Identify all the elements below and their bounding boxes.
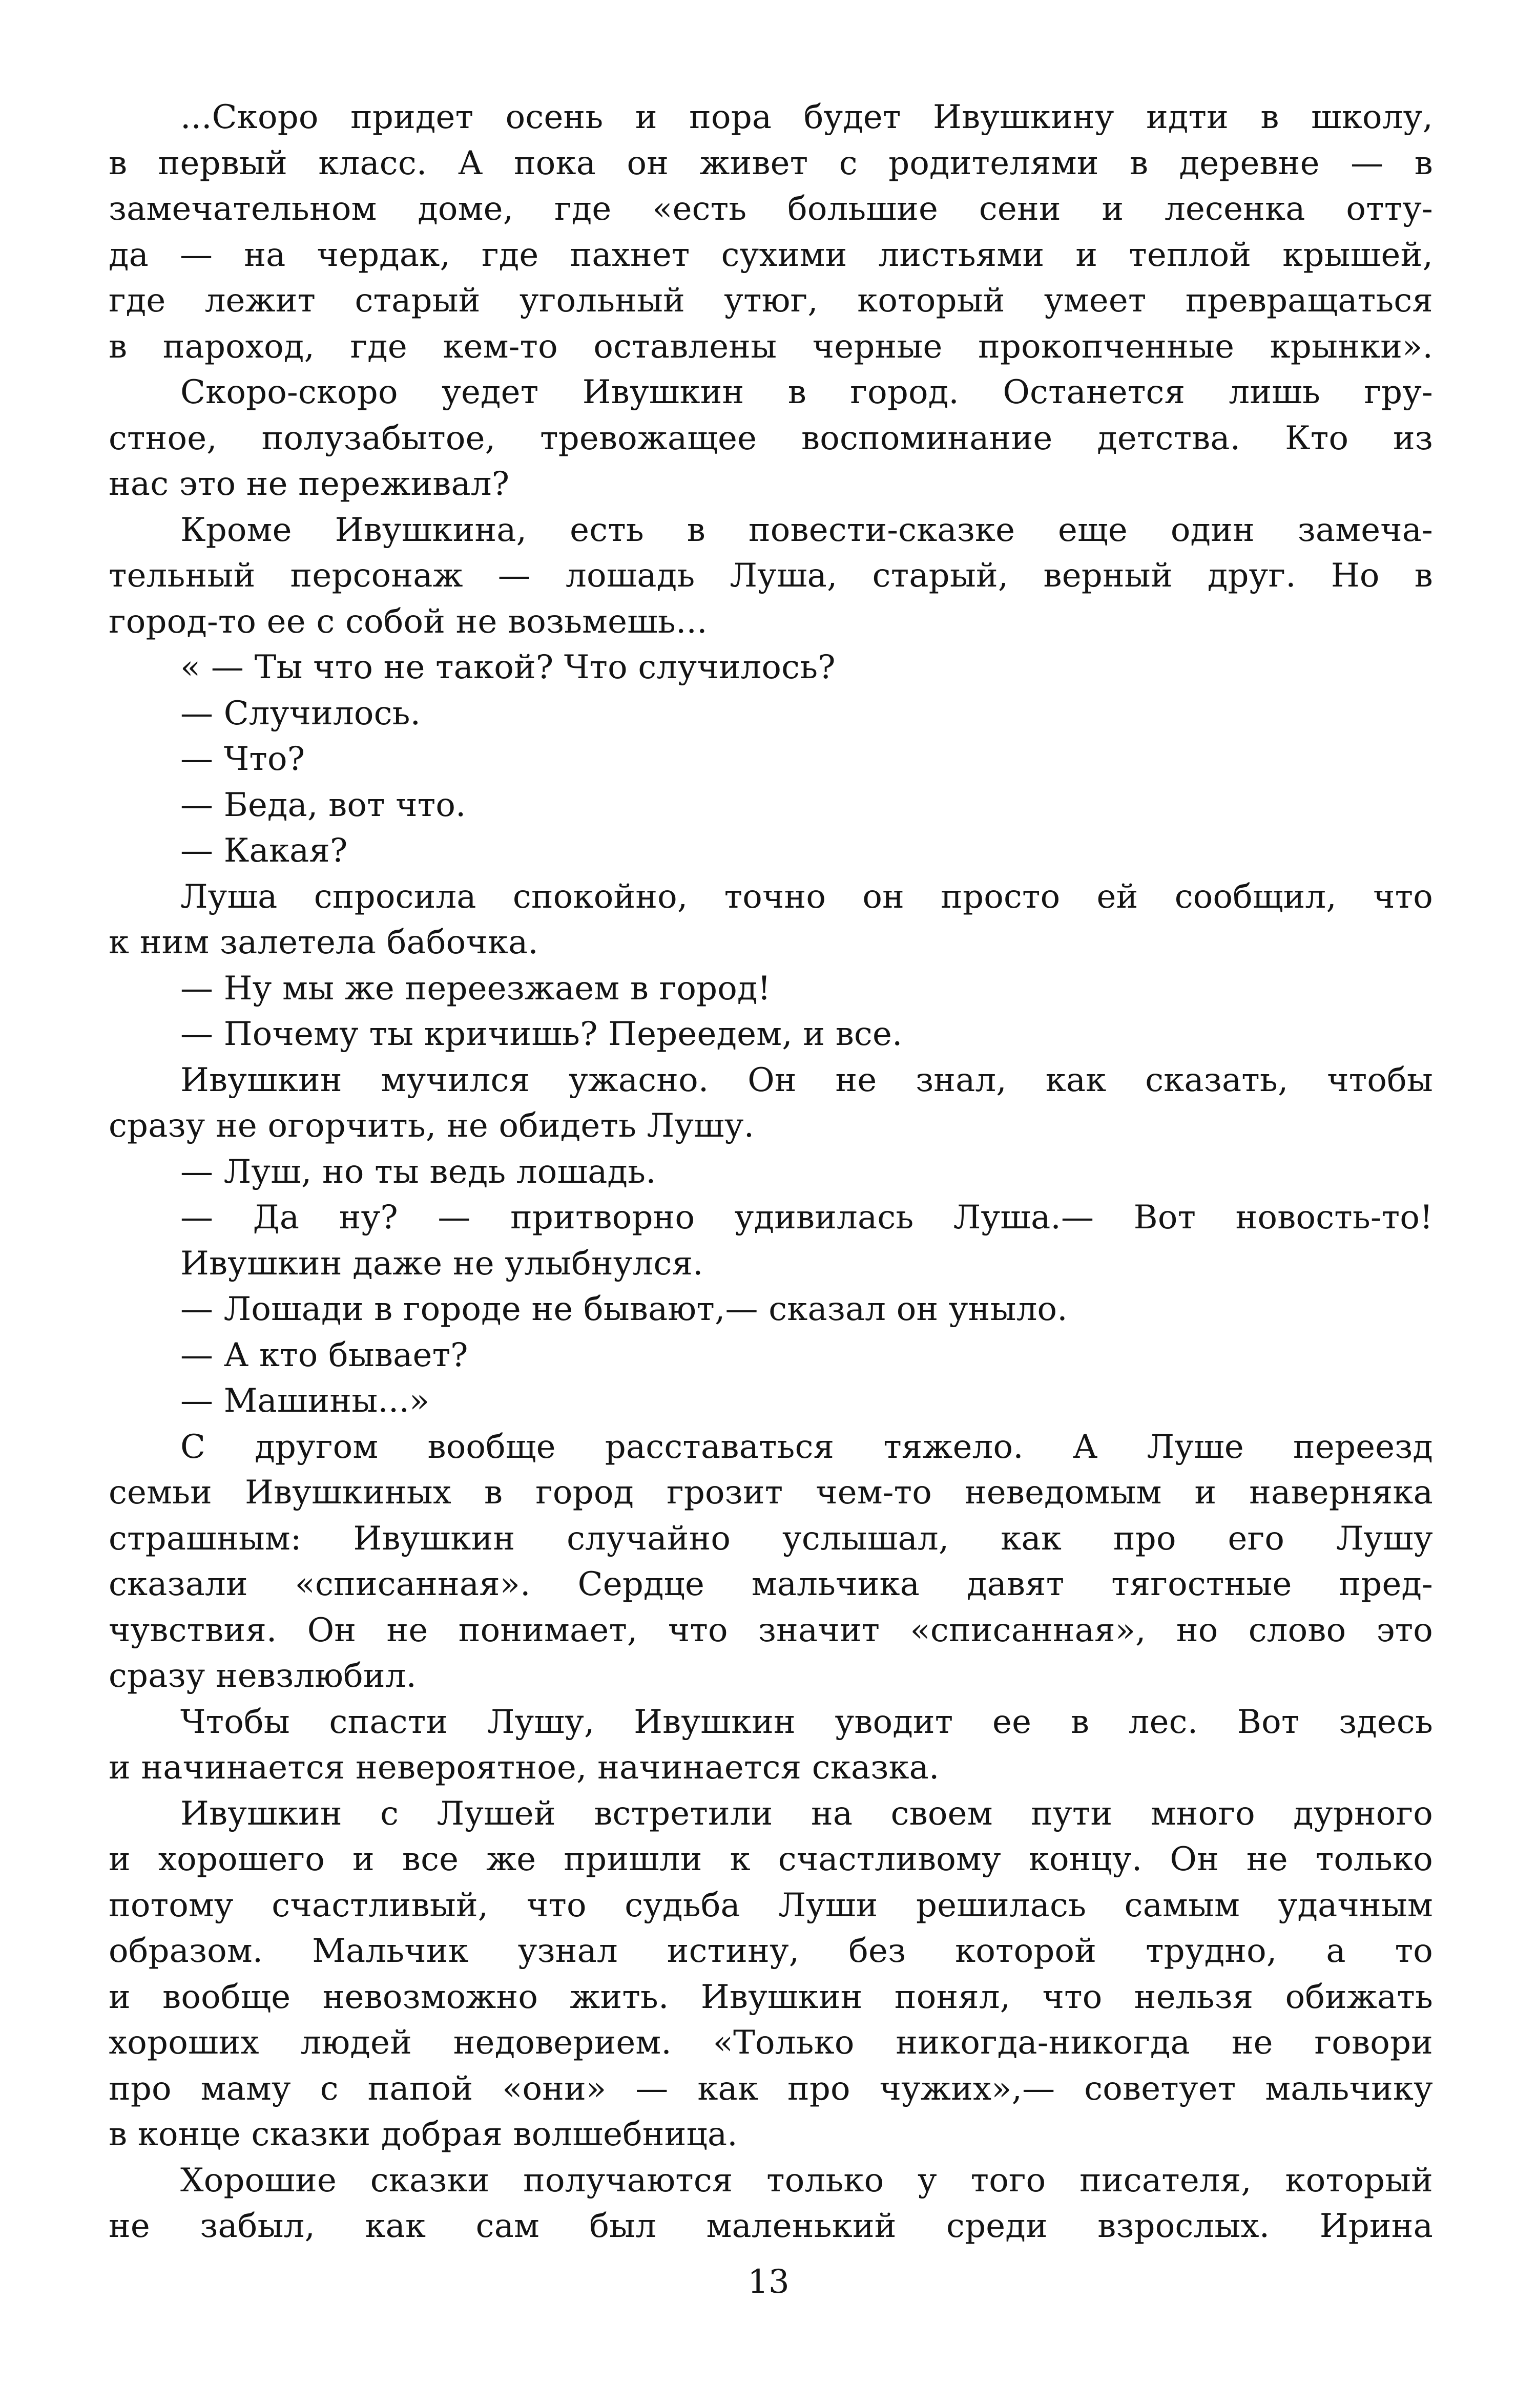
text-line: Чтобы спасти Лушу, Ивушкин уводит ее в лес. Вот здесь	[180, 1703, 1433, 1741]
text-line: замечательном доме, где «есть большие сени и лесенка отту-	[109, 190, 1433, 228]
text-line: « — Ты что не такой? Что случилось?	[180, 648, 836, 686]
text-line: нас это не переживал?	[109, 465, 510, 503]
text-line: сразу не огорчить, не обидеть Лушу.	[109, 1107, 755, 1145]
text-line: С другом вообще расставаться тяжело. А Луше переезд	[180, 1428, 1433, 1466]
text-line: хороших людей недоверием. «Только никогда-никогда не говори	[109, 2024, 1433, 2062]
text-line: ...Скоро придет осень и пора будет Ивушкину идти в школу,	[180, 98, 1433, 136]
text-line: — Машины...»	[180, 1382, 430, 1420]
text-line: Скоро-скоро уедет Ивушкин в город. Останется лишь гру-	[180, 373, 1433, 411]
text-line: семьи Ивушкиных в город грозит чем-то неведомым и наверняка	[109, 1474, 1433, 1512]
text-line: образом. Мальчик узнал истину, без которой трудно, а то	[109, 1932, 1433, 1970]
text-line: — Да ну? — притворно удивилась Луша.— Вот новость-то!	[180, 1199, 1433, 1237]
text-line: Кроме Ивушкина, есть в повести-сказке еще один замеча-	[180, 511, 1433, 549]
text-line: чувствия. Он не понимает, что значит «списанная», но слово это	[109, 1611, 1433, 1649]
text-line: в пароход, где кем-то оставлены черные прокопченные крынки».	[109, 327, 1433, 366]
text-line: Ивушкин с Лушей встретили на своем пути много дурного	[180, 1794, 1433, 1833]
text-line: сразу невзлюбил.	[109, 1657, 417, 1695]
text-line: Луша спросила спокойно, точно он просто ей сообщил, что	[180, 877, 1433, 916]
text-line: Ивушкин мучился ужасно. Он не знал, как сказать, чтобы	[180, 1061, 1433, 1099]
text-line: про маму с папой «они» — как про чужих»,— советует мальчику	[109, 2069, 1433, 2108]
text-line: и начинается невероятное, начинается сказка.	[109, 1749, 940, 1787]
text-line: — Почему ты кричишь? Переедем, и все.	[180, 1015, 903, 1053]
text-line: к ним залетела бабочка.	[109, 924, 538, 961]
text-line: — Беда, вот что.	[180, 786, 466, 824]
page-number: 13	[747, 2263, 790, 2301]
text-line: — Какая?	[180, 832, 348, 870]
text-line: город-то ее с собой не возьмешь...	[109, 602, 708, 641]
text-line: — Случилось.	[180, 694, 421, 732]
text-line: не забыл, как сам был маленький среди взрослых. Ирина	[109, 2207, 1433, 2245]
text-line: и вообще невозможно жить. Ивушкин понял, что нельзя обижать	[109, 1978, 1433, 2016]
text-line: да — на чердак, где пахнет сухими листьями и теплой крышей,	[109, 236, 1433, 274]
text-line: сказали «списанная». Сердце мальчика давят тягостные пред-	[109, 1565, 1433, 1603]
text-line: стное, полузабытое, тревожащее воспоминание детства. Кто из	[109, 419, 1433, 457]
text-line: в конце сказки добрая волшебница.	[109, 2116, 738, 2153]
text-line: тельный персонаж — лошадь Луша, старый, верный друг. Но в	[109, 557, 1433, 595]
text-line: — А кто бывает?	[180, 1336, 468, 1374]
text-line: Хорошие сказки получаются только у того писателя, который	[180, 2161, 1433, 2200]
text-line: в первый класс. А пока он живет с родителями в деревне — в	[109, 144, 1433, 182]
text-line: где лежит старый угольный утюг, который умеет превращаться	[109, 282, 1433, 320]
body-text	[109, 95, 1433, 2250]
text-line: и хорошего и все же пришли к счастливому концу. Он не только	[109, 1840, 1433, 1878]
text-line: — Что?	[180, 740, 305, 778]
text-line: потому счастливый, что судьба Луши решилась самым удачным	[109, 1886, 1433, 1924]
text-line: — Луш, но ты ведь лошадь.	[180, 1153, 656, 1191]
text-line: — Лошади в городе не бывают,— сказал он уныло.	[180, 1290, 1068, 1328]
text-line: — Ну мы же переезжаем в город!	[180, 969, 771, 1008]
text-line: страшным: Ивушкин случайно услышал, как про его Лушу	[109, 1519, 1433, 1558]
text-line: Ивушкин даже не улыбнулся.	[180, 1244, 703, 1283]
